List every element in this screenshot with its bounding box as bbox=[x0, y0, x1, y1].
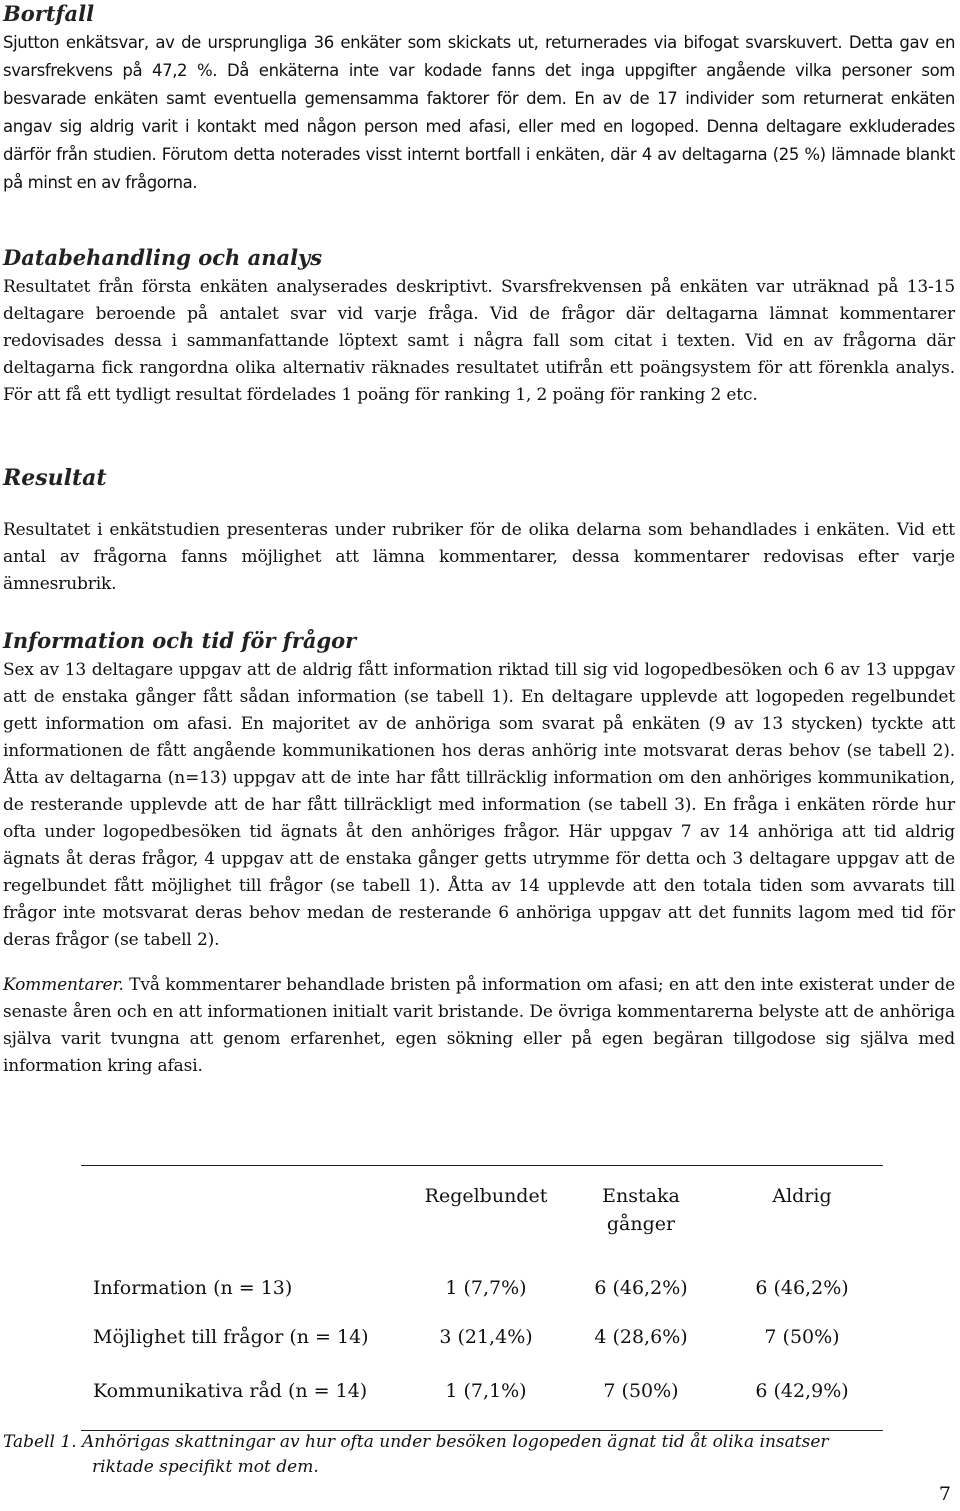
results-table bbox=[81, 1166, 883, 1418]
table-row bbox=[81, 1364, 883, 1418]
table-cell: 1 (7,1%) bbox=[445, 1380, 527, 1402]
page-number: 7 bbox=[938, 1483, 951, 1505]
comment-label: Kommentarer. bbox=[3, 975, 124, 995]
table-caption bbox=[3, 1430, 955, 1480]
table-cell: 7 (50%) bbox=[603, 1380, 679, 1402]
caption-line: Tabell 1. Anhörigas skattningar av hur ofta under besöken logopeden ägnat tid åt olika insatser bbox=[3, 1432, 829, 1452]
paragraph: Resultatet från första enkäten analyserades deskriptivt. Svarsfrekvensen på enkäten var uträknad på 13-15 deltagare beroende på antalet svar vid varje fråga. Vid de frågor där deltagarna lämnat kommentarer redovisades dessa i sammanfattande löptext samt i några fall som citat i texten. Vid en av frågorna där deltagarna fick rangordna olika alternativ räknades resultatet utifrån ett poängsystem för att förenkla analys. För att få ett tydligt resultat fördelades 1 poäng för ranking 1, 2 poäng för ranking 2 etc. bbox=[3, 277, 955, 405]
paragraph bbox=[3, 29, 955, 197]
table-cell: 6 (46,2%) bbox=[594, 1277, 688, 1299]
table-header-cell bbox=[81, 1166, 411, 1252]
section-resultat bbox=[3, 465, 955, 598]
paragraph: Sex av 13 deltagare uppgav att de aldrig fått information riktad till sig vid logopedbesöken och 6 av 13 uppgav att de enstaka gånger fått sådan information (se tabell 1). En deltagare upplevde att logopeden regelbundet gett information om afasi. En majoritet av de anhöriga som svarat på enkäten (9 av 13 stycken) tyckte att informationen de fått angående kommunikationen hos deras anhörig inte motsvarat deras behov (se tabell 2). Åtta av deltagarna (n=13) uppgav att de inte har fått tillräcklig information om den anhöriges kommunikation, de resterande upplevde att de har fått tillräckligt med information (se tabell 3). En fråga i enkäten rörde hur ofta under logopedbesöken tid ägnats åt den anhöriges frågor. Här uppgav 7 av 14 anhöriga att tid aldrig ägnats åt deras frågor, 4 uppgav att de enstaka gånger getts utrymme för detta och 3 deltagare uppgav att de regelbundet fått möjlighet till frågor (se tabell 1). Åtta av 14 upplevde att den totala tiden som avvarats till frågor inte motsvarat deras behov medan de resterande 6 anhöriga uppgav att det funnits lagom med tid för deras frågor (se tabell 2). bbox=[3, 660, 955, 950]
caption-line: riktade specifikt mot dem. bbox=[92, 1457, 319, 1477]
table-cell: 4 (28,6%) bbox=[594, 1326, 688, 1348]
paragraph-text: Förutom detta noterades visst internt bortfall i enkäten, där 4 av deltagarna (25 %) lämnade blankt på minst en av frågorna. bbox=[3, 145, 955, 192]
section-heading: Resultat bbox=[3, 465, 107, 491]
table-header-row bbox=[81, 1166, 883, 1252]
table-cell: Möjlighet till frågor (n = 14) bbox=[93, 1326, 369, 1348]
table-header-cell: Regelbundet bbox=[424, 1185, 548, 1207]
table-row bbox=[81, 1252, 883, 1310]
table-row bbox=[81, 1310, 883, 1364]
section-databehandling bbox=[3, 244, 955, 409]
table-cell: Information (n = 13) bbox=[93, 1277, 293, 1299]
table-cell: 1 (7,7%) bbox=[445, 1277, 527, 1299]
paragraph-text: En av de 17 individer som returnerat enkäten angav sig aldrig varit i kontakt med någon person med afasi, eller med en logoped. Denna deltagare exkluderades därför från studien. bbox=[3, 89, 955, 164]
section-heading: Databehandling och analys bbox=[3, 245, 323, 270]
section-heading: Information och tid för frågor bbox=[3, 628, 357, 653]
table-cell: Kommunikativa råd (n = 14) bbox=[93, 1380, 368, 1402]
table-cell: 6 (46,2%) bbox=[755, 1277, 849, 1299]
table-cell: 6 (42,9%) bbox=[755, 1380, 849, 1402]
section-information bbox=[3, 627, 955, 1080]
section-bortfall bbox=[3, 0, 955, 197]
table-1 bbox=[81, 1165, 883, 1431]
paragraph-text: Sjutton enkätsvar, av de ursprungliga 36 enkäter som skickats ut, returnerades via bifogat svarskuvert. Detta gav en svarsfrekvens på 47,2 %. Då enkäterna inte var kodade fanns det inga uppgifter angående vilka personer som besvarade enkäten samt eventuella gemensamma faktorer för dem. bbox=[3, 33, 955, 108]
table-header-cell: Aldrig bbox=[772, 1185, 832, 1207]
table-header-cell bbox=[561, 1166, 721, 1252]
section-heading: Bortfall bbox=[3, 1, 95, 26]
comment-text: Två kommentarer behandlade bristen på information om afasi; en att den inte existerat under de senaste åren och en att informationen initialt varit bristande. De övriga kommentarerna belyste att de anhöriga själva varit tvungna att genom erfarenhet, egen sökning eller på egen begäran tillgodose sig själva med information kring afasi. bbox=[3, 975, 955, 1076]
table-cell: 3 (21,4%) bbox=[439, 1326, 533, 1348]
paragraph: Resultatet i enkätstudien presenteras under rubriker för de olika delarna som behandlades i enkäten. Vid ett antal av frågorna fanns möjlighet att lämna kommentarer, dessa kommentarer redovisas efter varje ämnesrubrik. bbox=[3, 520, 955, 594]
paragraph bbox=[3, 972, 955, 1080]
table-header-text: Enstaka gånger bbox=[602, 1185, 680, 1235]
table-cell: 7 (50%) bbox=[764, 1326, 840, 1348]
